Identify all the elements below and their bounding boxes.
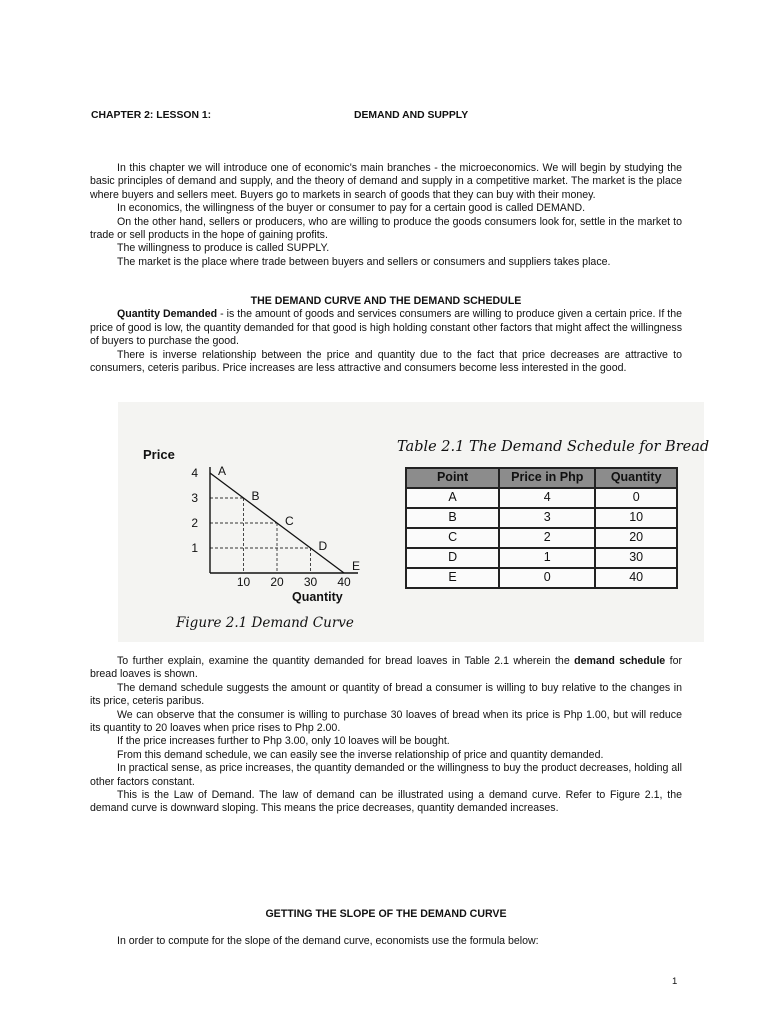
point-label: B [251,489,260,503]
inverse-relationship-paragraph: There is inverse relationship between the price and quantity due to the fact that price decreases are attractive to consumers, ceteris paribus. Price increases are less attractive and consumers become less interested in the good. [90,348,682,375]
demand-curve-chart [118,402,388,617]
column-header-quantity: Quantity [595,468,677,488]
cell-point: B [406,508,499,528]
cell-price: 1 [499,548,595,568]
cell-quantity: 20 [595,528,677,548]
intro-section [90,162,682,269]
intro-paragraph-5: The market is the place where trade between buyers and sellers or consumers and suppliers takes place. [117,255,611,268]
table-row [406,568,677,588]
y-tick-label: 4 [191,466,198,480]
cell-point: A [406,488,499,508]
table-row [406,508,677,528]
y-tick-label: 1 [191,541,198,555]
cell-quantity: 0 [595,488,677,508]
table-row [406,488,677,508]
cell-quantity: 10 [595,508,677,528]
cell-price: 2 [499,528,595,548]
slope-paragraph: In order to compute for the slope of the demand curve, economists use the formula below: [117,935,539,948]
section-heading-demand-curve: THE DEMAND CURVE AND THE DEMAND SCHEDULE [250,295,522,307]
quantity-demanded-definition: - is the amount of goods and services consumers are willing to produce given a certain price. If the price of good is low, the quantity demanded for that good is high holding constant other factors that might affect the willingness of buyers to purchase the good. [90,308,682,348]
section-heading-slope: GETTING THE SLOPE OF THE DEMAND CURVE [265,908,507,920]
intro-paragraph-1: In this chapter we will introduce one of economic's main branches - the microeconomics. We will begin by studying the basic principles of demand and supply, and the theory of demand and supply in a competitive market. The market is the place where buyers and sellers meet. Buyers go to markets in search of goods that they can buy with their money. [90,162,682,201]
chapter-label: CHAPTER 2: LESSON 1: [91,110,212,121]
explanation-text-a: To further explain, examine the quantity demanded for bread loaves in Table 2.1 wherein the [117,655,575,667]
table-row [406,548,677,568]
intro-paragraph-4: The willingness to produce is called SUPPLY. [117,242,330,255]
cell-price: 0 [499,568,595,588]
demand-schedule-table [405,467,678,589]
quantity-demanded-term: Quantity Demanded [117,308,218,321]
table-row [406,528,677,548]
y-tick-label: 2 [191,516,198,530]
x-tick-label: 20 [270,575,284,589]
table-title: Table 2.1 The Demand Schedule for Bread [397,439,710,455]
explanation-paragraph-6: In practical sense, as price increases, the quantity demanded or the willingness to buy the product decreases, holding all other factors constant. [90,762,682,788]
cell-point: D [406,548,499,568]
explanation-section [90,655,682,816]
x-tick-label: 30 [303,575,318,589]
explanation-paragraph-2: The demand schedule suggests the amount or quantity of bread a consumer is willing to buy relative to the changes in its price, ceteris paribus. [90,681,682,708]
point-label: E [352,559,361,573]
point-label: A [218,464,227,478]
point-label: C [285,514,294,528]
slope-section [90,908,682,949]
quantity-demanded-paragraph [90,308,682,348]
cell-price: 3 [499,508,595,528]
explanation-paragraph-7: This is the Law of Demand. The law of demand can be illustrated using a demand curve. Refer to Figure 2.1, the demand curve is downward sloping. This means the price decreases, quantity demanded increases. [90,789,682,815]
column-header-price: Price in Php [499,468,595,488]
demand-curve-section [90,295,682,375]
explanation-paragraph-1 [90,655,682,682]
y-tick-label: 3 [191,491,198,505]
chapter-title: DEMAND AND SUPPLY [354,110,469,121]
table-header-row [406,468,677,488]
explanation-text-c: for bread loaves is shown. [90,655,682,681]
x-axis-label: Quantity [292,590,343,604]
x-tick-label: 40 [337,575,351,589]
cell-point: C [406,528,499,548]
y-axis-label: Price [143,447,175,462]
column-header-point: Point [406,468,499,488]
x-tick-label: 10 [236,575,251,589]
point-label: D [318,539,328,553]
explanation-paragraph-5: From this demand schedule, we can easily see the inverse relationship of price and quantity demanded. [117,748,604,761]
intro-paragraph-3: On the other hand, sellers or producers, who are willing to produce the goods consumers look for, settle in the market to trade or sell products in the hope of gaining profits. [90,215,682,242]
chapter-header [91,109,691,122]
cell-price: 4 [499,488,595,508]
explanation-paragraph-4: If the price increases further to Php 3.00, only 10 loaves will be bought. [117,735,450,748]
explanation-paragraph-3: We can observe that the consumer is willing to purchase 30 loaves of bread when its price is Php 1.00, but will reduce its quantity to 20 loaves when price rises to Php 2.00. [90,708,682,735]
cell-quantity: 40 [595,568,677,588]
cell-point: E [406,568,499,588]
page-number: 1 [672,976,678,987]
demand-schedule-term: demand schedule [574,655,666,667]
figure-caption: Figure 2.1 Demand Curve [176,615,354,631]
intro-paragraph-2: In economics, the willingness of the buyer or consumer to pay for a certain good is called DEMAND. [117,202,586,215]
cell-quantity: 30 [595,548,677,568]
